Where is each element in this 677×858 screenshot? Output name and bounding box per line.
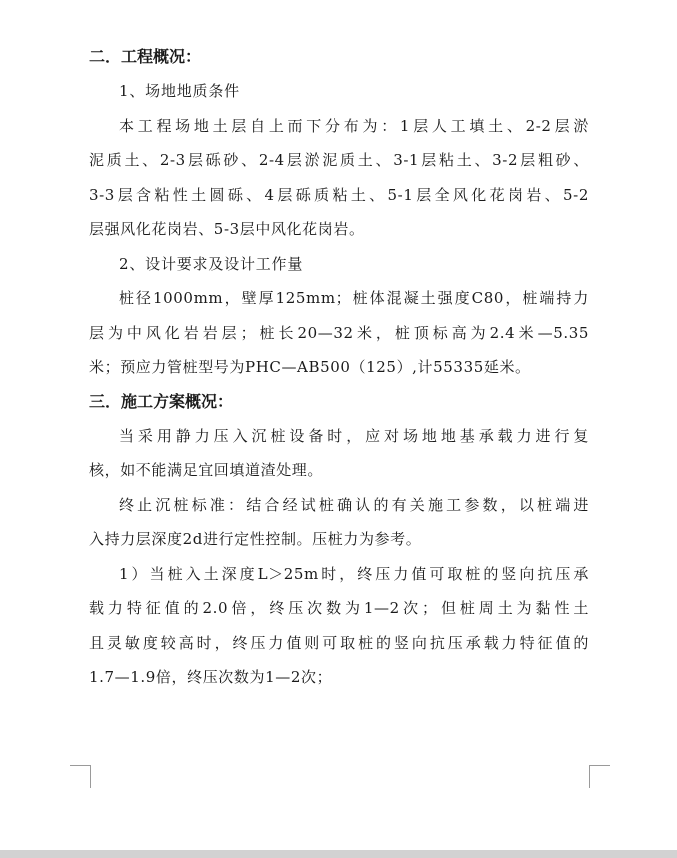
subsection-title-design-requirements: 2、设计要求及设计工作量 <box>119 254 304 273</box>
text-line: 层为中风化岩岩层；桩长20—32米，桩顶标高为2.4米—5.35 <box>89 323 589 342</box>
text-line: 终止沉桩标准：结合经试桩确认的有关施工参数，以桩端进 <box>119 495 589 514</box>
page-margin-corner-left <box>70 765 91 788</box>
page-margin-corner-right <box>589 765 610 788</box>
text-line: 且灵敏度较高时，终压力值则可取桩的竖向抗压承载力特征值的 <box>89 633 589 652</box>
text-line: 本工程场地土层自上而下分布为：1层人工填土、2-2层淤 <box>119 116 589 135</box>
text-line: 桩径1000mm，壁厚125mm；桩体混凝土强度C80，桩端持力 <box>119 289 589 307</box>
page-separator-bar <box>0 850 677 858</box>
paragraph-geology <box>89 109 589 247</box>
text-line: 1）当桩入土深度L＞25m时，终压力值可取桩的竖向抗压承 <box>119 564 589 583</box>
text-line: 1.7—1.9倍，终压次数为1—2次； <box>89 668 333 686</box>
text-line: 泥质土、2-3层砾砂、2-4层淤泥质土、3-1层粘土、3-2层粗砂、 <box>89 151 589 169</box>
text-line: 当采用静力压入沉桩设备时，应对场地地基承载力进行复 <box>119 426 589 445</box>
text-line: 入持力层深度2d进行定性控制。压桩力为参考。 <box>89 530 422 548</box>
paragraph-final-pressure <box>89 557 589 695</box>
paragraph-termination-standard <box>89 488 589 557</box>
subsection-title-geology: 1、场地地质条件 <box>119 82 240 100</box>
text-line: 米；预应力管桩型号为PHC—AB500（125）,计55335延米。 <box>89 358 531 376</box>
text-line: 3-3层含粘性土圆砾、4层砾质粘土、5-1层全风化花岗岩、5-2 <box>89 185 589 204</box>
document-body <box>89 40 589 695</box>
section-heading-project-overview: 二．工程概况： <box>89 47 202 66</box>
text-line: 载力特征值的2.0倍，终压次数为1—2次；但桩周土为黏性土 <box>89 599 589 617</box>
text-line: 层强风化花岗岩、5-3层中风化花岗岩。 <box>89 220 365 238</box>
paragraph-design-requirements <box>89 281 589 385</box>
paragraph-bearing-capacity <box>89 419 589 488</box>
text-line: 核，如不能满足宜回填道渣处理。 <box>89 461 324 479</box>
section-heading-construction-plan: 三．施工方案概况： <box>89 391 234 411</box>
